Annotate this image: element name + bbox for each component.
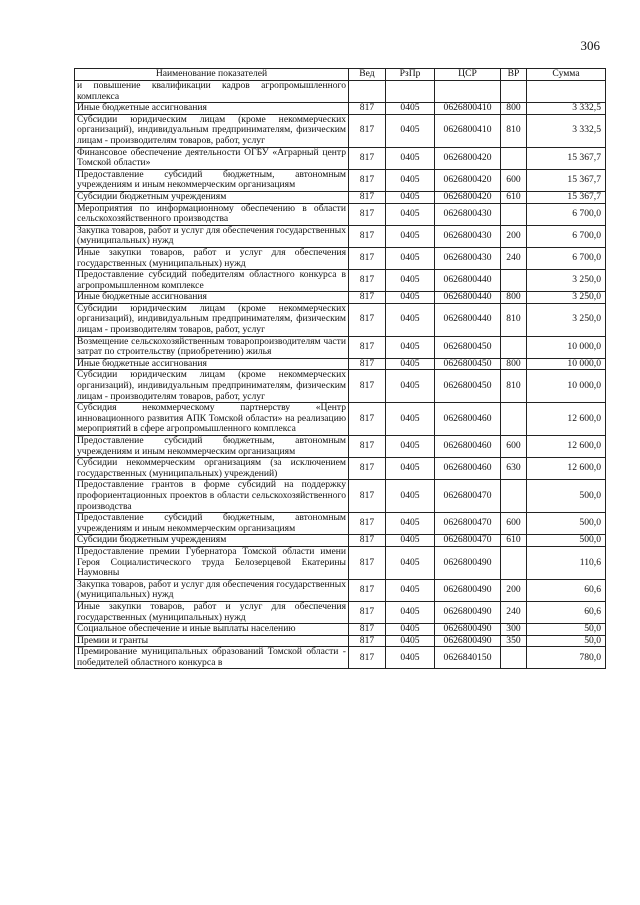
cell-vr [501, 647, 527, 669]
cell-vr: 610 [501, 535, 527, 547]
table-row [75, 635, 606, 647]
cell-name: Субсидии юридическим лицам (кроме некоммерческих организаций), индивидуальным предпринимателям, физическим лицам - производителям товаров, работ, услуг [75, 114, 349, 147]
cell-sum: 6 700,0 [527, 247, 606, 269]
table-row [75, 480, 606, 513]
cell-name: Финансовое обеспечение деятельности ОГБУ «Аграрный центр Томской области» [75, 147, 349, 169]
cell-ved: 817 [349, 203, 386, 225]
table-row [75, 370, 606, 403]
cell-ved: 817 [349, 436, 386, 458]
cell-ved: 817 [349, 370, 386, 403]
cell-ved: 817 [349, 358, 386, 370]
cell-rzpr: 0405 [386, 458, 435, 480]
table-row [75, 624, 606, 636]
cell-name: Субсидии юридическим лицам (кроме некоммерческих организаций), индивидуальным предпринимателям, физическим лицам - производителям товаров, работ, услуг [75, 370, 349, 403]
cell-csr: 0626800470 [435, 480, 501, 513]
cell-sum: 50,0 [527, 624, 606, 636]
cell-csr: 0626800490 [435, 624, 501, 636]
table-header-row [75, 69, 606, 81]
header-rzpr: РзПр [386, 69, 435, 81]
cell-ved: 817 [349, 114, 386, 147]
cell-rzpr: 0405 [386, 436, 435, 458]
table-row [75, 647, 606, 669]
cell-ved: 817 [349, 103, 386, 115]
cell-sum: 110,6 [527, 546, 606, 579]
cell-csr: 0626800430 [435, 225, 501, 247]
cell-ved: 817 [349, 624, 386, 636]
cell-ved: 817 [349, 169, 386, 191]
cell-rzpr: 0405 [386, 336, 435, 358]
cell-name: Закупка товаров, работ и услуг для обеспечения государственных (муниципальных) нужд [75, 225, 349, 247]
cell-csr: 0626800470 [435, 535, 501, 547]
cell-rzpr: 0405 [386, 403, 435, 436]
cell-vr: 800 [501, 358, 527, 370]
cell-name: Иные бюджетные ассигнования [75, 358, 349, 370]
cell-rzpr: 0405 [386, 370, 435, 403]
cell-rzpr: 0405 [386, 601, 435, 623]
cell-vr: 800 [501, 292, 527, 304]
header-ved: Вед [349, 69, 386, 81]
cell-sum: 10 000,0 [527, 358, 606, 370]
cell-name: Предоставление субсидий бюджетным, автономным учреждениям и иным некоммерческим организациям [75, 169, 349, 191]
table-row [75, 270, 606, 292]
cell-ved: 817 [349, 336, 386, 358]
cell-ved: 817 [349, 513, 386, 535]
cell-name: Предоставление премии Губернатора Томской области имени Героя Социалистического труда Белозерцевой Екатерины Наумовны [75, 546, 349, 579]
table-row [75, 403, 606, 436]
cell-rzpr: 0405 [386, 579, 435, 601]
cell-ved: 817 [349, 191, 386, 203]
cell-vr: 800 [501, 103, 527, 115]
cell-ved: 817 [349, 546, 386, 579]
cell-name: Предоставление грантов в форме субсидий на поддержку профориентационных проектов в области сельскохозяйственного производства [75, 480, 349, 513]
cell-name: Премии и гранты [75, 635, 349, 647]
cell-vr [501, 480, 527, 513]
cell-csr: 0626800410 [435, 114, 501, 147]
cell-vr [501, 203, 527, 225]
cell-name: Социальное обеспечение и иные выплаты населению [75, 624, 349, 636]
cell-vr: 200 [501, 225, 527, 247]
cell-ved: 817 [349, 225, 386, 247]
table-body [75, 81, 606, 669]
cell-name: Предоставление субсидий бюджетным, автономным учреждениям и иным некоммерческим организациям [75, 513, 349, 535]
cell-csr: 0626800460 [435, 436, 501, 458]
header-sum: Сумма [527, 69, 606, 81]
cell-sum: 15 367,7 [527, 147, 606, 169]
cell-rzpr: 0405 [386, 535, 435, 547]
cell-ved: 817 [349, 647, 386, 669]
table-row [75, 169, 606, 191]
cell-sum: 12 600,0 [527, 458, 606, 480]
cell-name: Субсидии юридическим лицам (кроме некоммерческих организаций), индивидуальным предпринимателям, физическим лицам - производителям товаров, работ, услуг [75, 303, 349, 336]
cell-ved: 817 [349, 270, 386, 292]
cell-csr: 0626800490 [435, 546, 501, 579]
cell-ved: 817 [349, 247, 386, 269]
cell-vr: 600 [501, 436, 527, 458]
cell-sum: 6 700,0 [527, 225, 606, 247]
cell-name: Субсидии бюджетным учреждениям [75, 535, 349, 547]
cell-vr: 810 [501, 370, 527, 403]
cell-sum: 500,0 [527, 535, 606, 547]
cell-name: и повышение квалификации кадров агропромышленного комплекса [75, 81, 349, 103]
cell-sum: 12 600,0 [527, 436, 606, 458]
cell-rzpr [386, 81, 435, 103]
cell-sum: 3 250,0 [527, 270, 606, 292]
cell-vr: 240 [501, 247, 527, 269]
table-row [75, 225, 606, 247]
cell-sum: 780,0 [527, 647, 606, 669]
cell-ved: 817 [349, 292, 386, 304]
cell-name: Иные закупки товаров, работ и услуг для обеспечения государственных (муниципальных) нужд [75, 601, 349, 623]
cell-csr: 0626840150 [435, 647, 501, 669]
cell-csr: 0626800490 [435, 601, 501, 623]
cell-csr: 0626800440 [435, 270, 501, 292]
cell-sum: 10 000,0 [527, 336, 606, 358]
cell-csr: 0626800450 [435, 370, 501, 403]
cell-sum: 6 700,0 [527, 203, 606, 225]
cell-sum: 3 332,5 [527, 103, 606, 115]
cell-rzpr: 0405 [386, 203, 435, 225]
table-row [75, 103, 606, 115]
cell-vr [501, 147, 527, 169]
cell-vr: 200 [501, 579, 527, 601]
table-row [75, 358, 606, 370]
cell-name: Субсидия некоммерческому партнерству «Центр инновационного развития АПК Томской области» на реализацию мероприятий в сфере агропромышленного комплекса [75, 403, 349, 436]
table-row [75, 191, 606, 203]
cell-sum: 10 000,0 [527, 370, 606, 403]
table-row [75, 303, 606, 336]
cell-sum: 500,0 [527, 513, 606, 535]
cell-csr: 0626800410 [435, 103, 501, 115]
cell-ved: 817 [349, 579, 386, 601]
table-row [75, 579, 606, 601]
cell-vr: 240 [501, 601, 527, 623]
table-row [75, 147, 606, 169]
cell-ved: 817 [349, 458, 386, 480]
cell-rzpr: 0405 [386, 225, 435, 247]
cell-sum: 3 250,0 [527, 303, 606, 336]
table-row [75, 601, 606, 623]
cell-sum: 500,0 [527, 480, 606, 513]
table-row [75, 247, 606, 269]
cell-sum: 3 332,5 [527, 114, 606, 147]
table-row [75, 546, 606, 579]
cell-ved: 817 [349, 635, 386, 647]
cell-rzpr: 0405 [386, 103, 435, 115]
cell-csr: 0626800470 [435, 513, 501, 535]
table-row [75, 292, 606, 304]
cell-vr: 810 [501, 303, 527, 336]
cell-rzpr: 0405 [386, 191, 435, 203]
table-row [75, 513, 606, 535]
header-vr: ВР [501, 69, 527, 81]
cell-csr: 0626800440 [435, 303, 501, 336]
cell-sum [527, 81, 606, 103]
cell-ved: 817 [349, 403, 386, 436]
cell-csr: 0626800450 [435, 336, 501, 358]
table-row [75, 114, 606, 147]
cell-vr: 610 [501, 191, 527, 203]
cell-ved [349, 81, 386, 103]
cell-name: Субсидии бюджетным учреждениям [75, 191, 349, 203]
cell-csr: 0626800430 [435, 247, 501, 269]
cell-rzpr: 0405 [386, 147, 435, 169]
cell-name: Закупка товаров, работ и услуг для обеспечения государственных (муниципальных) нужд [75, 579, 349, 601]
cell-ved: 817 [349, 147, 386, 169]
cell-ved: 817 [349, 480, 386, 513]
cell-rzpr: 0405 [386, 647, 435, 669]
cell-vr: 350 [501, 635, 527, 647]
cell-name: Мероприятия по информационному обеспечению в области сельскохозяйственного производства [75, 203, 349, 225]
cell-rzpr: 0405 [386, 358, 435, 370]
cell-sum: 60,6 [527, 579, 606, 601]
page-number: 306 [580, 38, 600, 53]
cell-sum: 60,6 [527, 601, 606, 623]
cell-csr: 0626800450 [435, 358, 501, 370]
table-row [75, 535, 606, 547]
cell-csr: 0626800430 [435, 203, 501, 225]
cell-vr: 810 [501, 114, 527, 147]
cell-sum: 15 367,7 [527, 191, 606, 203]
cell-name: Иные бюджетные ассигнования [75, 292, 349, 304]
cell-csr: 0626800420 [435, 191, 501, 203]
cell-csr: 0626800460 [435, 458, 501, 480]
cell-vr: 630 [501, 458, 527, 480]
cell-sum: 50,0 [527, 635, 606, 647]
cell-rzpr: 0405 [386, 546, 435, 579]
cell-vr [501, 546, 527, 579]
cell-sum: 15 367,7 [527, 169, 606, 191]
cell-rzpr: 0405 [386, 169, 435, 191]
budget-table [74, 68, 606, 669]
cell-rzpr: 0405 [386, 480, 435, 513]
cell-rzpr: 0405 [386, 303, 435, 336]
cell-csr: 0626800460 [435, 403, 501, 436]
cell-name: Предоставление субсидий победителям областного конкурса в агропромышленном комплексе [75, 270, 349, 292]
cell-rzpr: 0405 [386, 270, 435, 292]
cell-ved: 817 [349, 601, 386, 623]
cell-rzpr: 0405 [386, 292, 435, 304]
cell-csr: 0626800420 [435, 147, 501, 169]
table-row [75, 436, 606, 458]
cell-sum: 12 600,0 [527, 403, 606, 436]
cell-sum: 3 250,0 [527, 292, 606, 304]
cell-vr [501, 403, 527, 436]
cell-vr [501, 81, 527, 103]
cell-name: Иные закупки товаров, работ и услуг для обеспечения государственных (муниципальных) нужд [75, 247, 349, 269]
cell-vr: 600 [501, 513, 527, 535]
cell-csr: 0626800490 [435, 579, 501, 601]
cell-vr: 300 [501, 624, 527, 636]
cell-csr: 0626800420 [435, 169, 501, 191]
cell-name: Субсидии некоммерческим организациям (за исключением государственных (муниципальных) учреждений) [75, 458, 349, 480]
cell-name: Возмещение сельскохозяйственным товаропроизводителям части затрат по строительству (приобретению) жилья [75, 336, 349, 358]
cell-csr [435, 81, 501, 103]
cell-rzpr: 0405 [386, 635, 435, 647]
header-csr: ЦСР [435, 69, 501, 81]
cell-csr: 0626800490 [435, 635, 501, 647]
cell-vr [501, 270, 527, 292]
cell-rzpr: 0405 [386, 114, 435, 147]
cell-rzpr: 0405 [386, 624, 435, 636]
table-row [75, 203, 606, 225]
cell-vr: 600 [501, 169, 527, 191]
table-row [75, 458, 606, 480]
cell-rzpr: 0405 [386, 247, 435, 269]
cell-csr: 0626800440 [435, 292, 501, 304]
cell-rzpr: 0405 [386, 513, 435, 535]
cell-name: Иные бюджетные ассигнования [75, 103, 349, 115]
header-name: Наименование показателей [75, 69, 349, 81]
table-row [75, 336, 606, 358]
cell-name: Предоставление субсидий бюджетным, автономным учреждениям и иным некоммерческим организациям [75, 436, 349, 458]
table-row [75, 81, 606, 103]
cell-ved: 817 [349, 535, 386, 547]
cell-vr [501, 336, 527, 358]
cell-name: Премирование муниципальных образований Томской области - победителей областного конкурса в [75, 647, 349, 669]
cell-ved: 817 [349, 303, 386, 336]
